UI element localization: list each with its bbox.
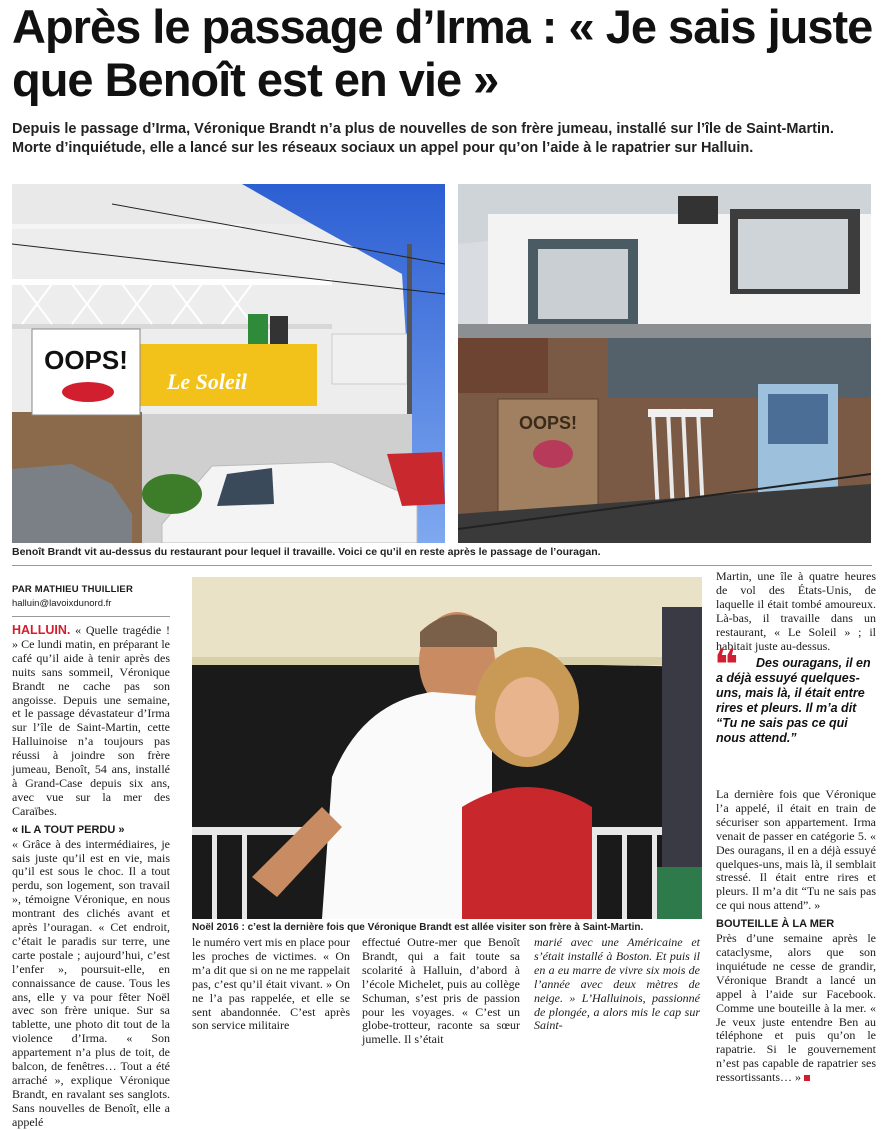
subhead-bouteille: BOUTEILLE À LA MER <box>716 918 835 931</box>
column-4 <box>534 936 700 1033</box>
paragraph-right-1: Martin, une île à quatre heures de vol des États-Unis, de laquelle il était tombé amoureux. Là-bas, il travaille dans un restaurant, « Le Soleil » ; il habitait juste au-dessus. <box>716 569 876 653</box>
column-right-top <box>716 570 876 653</box>
divider <box>12 565 872 566</box>
paragraph-col2: le numéro vert mis en place pour les proches de victimes. « On m’a dit que si on ne me rappelait pas, c’est qu’il était vivant. » On ne l’a pas rappelée, et elle se sent abandonnée. C’est après son service militaire <box>192 935 350 1033</box>
headline: Après le passage d’Irma : « Je sais juste que Benoît est en vie » <box>12 0 873 106</box>
quote-mark-icon: ❝ <box>714 641 739 688</box>
paragraph-right-3: Près d’une semaine après le cataclysme, alors que son inquiétude ne cesse de grandir, Véronique Brandt a lancé un appel à l’aide sur Facebook. Comme une bouteille à la mer. « Je veux juste entendre Ben au téléphone et puis qu’on le rapatrie. Si le gouvernement n’est pas capable de rapatrier ses ressortissants… » <box>716 931 876 1085</box>
paragraph-right-2: La dernière fois que Véronique l’a appelé, il était en train de sécuriser son appartement. Irma venait de passer en catégorie 5. « Des ouragans, il en a déjà essuyé quelques-uns, mais là, il semblait stressé. Il était entre rires et pleurs. Il m’a dit “Tu ne sais pas ce qui nous attend”. » <box>716 787 876 913</box>
end-mark-icon <box>804 1075 810 1081</box>
article-lede: Depuis le passage d’Irma, Véronique Brandt n’a plus de nouvelles de son frère jumeau, installé sur l’île de Saint-Martin. Morte d’inquiétude, elle a lancé sur les réseaux sociaux un appel pour qu’on l’aide à le rapatrier sur Halluin. <box>12 121 834 156</box>
paragraph-2: « Grâce à des intermédiaires, je sais juste qu’il est en vie, mais qu’il est sous le choc. Il a tout perdu, son logement, son travail », témoigne Véronique, en nous montrant des clichés avant et après l’ouragan. « Cet endroit, c’était le paradis sur terre, une carte postale ; aujourd’hui, c’est l’enfer », poursuit-elle, en connaissance de cause. Tous les ans, elle y va pour fêter Noël avec son frère unique. Sur sa tablette, une photo dit tout de la violence d’Irma. « Son appartement n’a plus de toit, de balcon, de fenêtres… Tout a été arraché », explique Véronique Brandt, en ravalant ses sanglots. Sans nouvelles de Benoît, elle a appelé <box>12 836 170 1129</box>
sign-oops: OOPS! <box>44 345 128 375</box>
column-2 <box>192 936 350 1033</box>
photo-restaurant-after <box>458 184 871 543</box>
byline-divider <box>12 616 170 617</box>
pull-quote-text: Des ouragans, il en a déjà essuyé quelques-uns, mais là, il était entre rires et pleurs. Il m’a dit “Tu ne sais pas ce qui nous attend.” <box>716 656 871 745</box>
photo-restaurant-before <box>12 184 445 543</box>
paragraph-col4: marié avec une Américaine et s’était installé à Boston. Et puis il en a eu marre de vivre six mois de l’année avec deux mètres de neige. » L’Halluinois, passionné de plongée, a alors mis le cap sur Saint- <box>534 935 700 1033</box>
dateline: HALLUIN. <box>12 623 71 637</box>
sign-le-soleil: Le Soleil <box>166 369 248 394</box>
byline-author: PAR MATHIEU THUILLIER <box>12 584 134 595</box>
column-3 <box>362 936 520 1047</box>
paragraph-col3: effectué Outre-mer que Benoît Brandt, qui a fait toute sa scolarité à Halluin, d’abord à l’école Michelet, puis au collège Schuman, s’est pris de passion pour les voyages. « C’est un globe-trotteur, raconte sa sœur jumelle. Il s’était <box>362 935 520 1047</box>
paragraph-1: « Quelle tragédie ! » Ce lundi matin, en préparant le café qu’il aide à tenir après des nuits sans sommeil, Véronique Brandt ne cache pas son angoisse. Depuis une semaine, et le passage dévastateur d’Irma sur l’île de Saint-Martin, cette Halluinoise n’a toujours pas réussi à joindre son frère jumeau, Benoît, 54 ans, installé à Grand-Case depuis six ans, avec vue sur la mer des Caraïbes. <box>12 623 171 818</box>
photo-caption-portrait: Noël 2016 : c’est la dernière fois que Véronique Brandt est allée visiter son frère à Saint-Martin. <box>192 922 644 933</box>
column-1 <box>12 624 170 1130</box>
byline-email: halluin@lavoixdunord.fr <box>12 598 112 609</box>
photo-portrait-noel <box>192 577 702 919</box>
sign-oops-damaged: OOPS! <box>518 413 578 433</box>
pull-quote <box>716 656 876 746</box>
subhead-il-a-tout-perdu: « IL A TOUT PERDU » <box>12 823 125 836</box>
photo-caption-main: Benoît Brandt vit au-dessus du restaurant pour lequel il travaille. Voici ce qu’il en reste après le passage de l’ouragan. <box>12 546 601 558</box>
column-right-bottom <box>716 788 876 1085</box>
